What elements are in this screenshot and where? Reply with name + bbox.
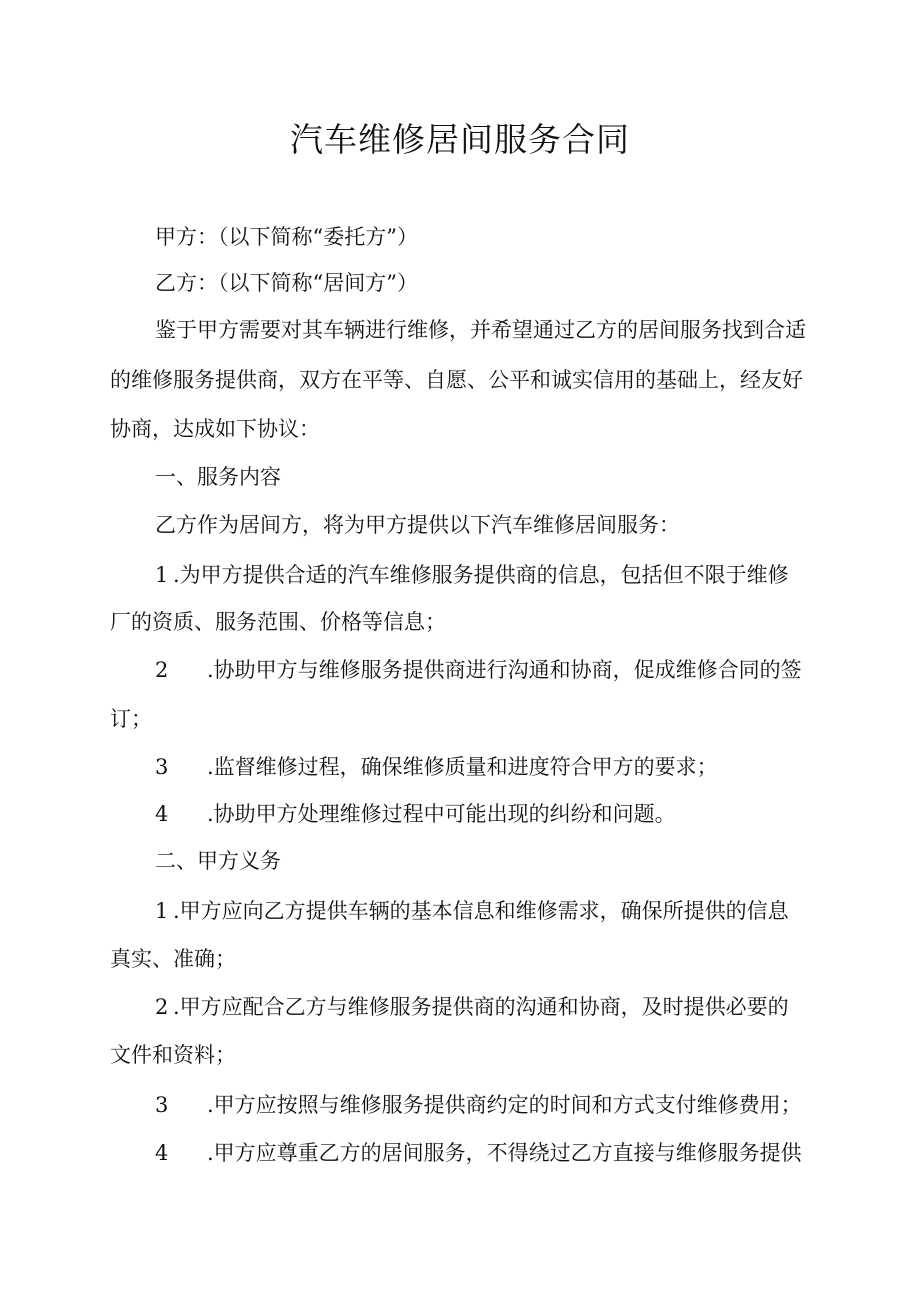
obligation-item-2-continuation: 文件和资料； [110,1043,236,1067]
item-number: 2 [155,658,169,682]
obligation-item-1-continuation: 真实、准确； [110,947,236,971]
item-text: .协助甲方处理维修过程中可能出现的纠纷和问题。 [207,802,676,826]
intro-line: 协商，达成如下协议： [110,417,320,441]
service-item-2-continuation: 订； [110,707,152,731]
document-title: 汽车维修居间服务合同 [290,120,630,159]
obligation-item-3 [155,1090,802,1120]
item-number: 4 [155,802,169,826]
item-text: .甲方应按照与维修服务提供商约定的时间和方式支付维修费用； [207,1093,802,1117]
party-a-line: 甲方：（以下简称“委托方”） [155,225,418,249]
section-heading-services: 一、服务内容 [155,465,281,489]
item-text: .甲方应配合乙方与维修服务提供商的沟通和协商，及时提供必要的 [173,995,789,1019]
item-text: .甲方应向乙方提供车辆的基本信息和维修需求，确保所提供的信息 [173,899,789,923]
item-number: 3 [155,755,169,779]
item-number: 4 [155,1141,169,1165]
section-lead: 乙方作为居间方，将为甲方提供以下汽车维修居间服务： [155,513,680,537]
service-item-3 [155,752,718,782]
service-item-2 [155,655,802,685]
service-item-1 [155,560,789,590]
party-b-line: 乙方：（以下简称“居间方”） [155,271,418,295]
section-heading-obligations: 二、甲方义务 [155,849,281,873]
intro-line: 鉴于甲方需要对其车辆进行维修，并希望通过乙方的居间服务找到合适 [155,318,806,342]
service-item-1-continuation: 厂的资质、服务范围、价格等信息； [110,610,446,634]
obligation-item-4 [155,1138,802,1168]
item-number: 3 [155,1093,169,1117]
intro-line: 的维修服务提供商，双方在平等、自愿、公平和诚实信用的基础上，经友好 [110,368,803,392]
item-text: .为甲方提供合适的汽车维修服务提供商的信息，包括但不限于维修 [173,563,789,587]
item-text: .监督维修过程，确保维修质量和进度符合甲方的要求； [207,755,718,779]
item-text: .甲方应尊重乙方的居间服务，不得绕过乙方直接与维修服务提供 [207,1141,802,1165]
item-number: 2 [155,995,169,1019]
service-item-4 [155,799,676,829]
obligation-item-2 [155,992,789,1022]
item-text: .协助甲方与维修服务提供商进行沟通和协商，促成维修合同的签 [207,658,802,682]
obligation-item-1 [155,896,789,926]
item-number: 1 [155,899,169,923]
item-number: 1 [155,563,169,587]
